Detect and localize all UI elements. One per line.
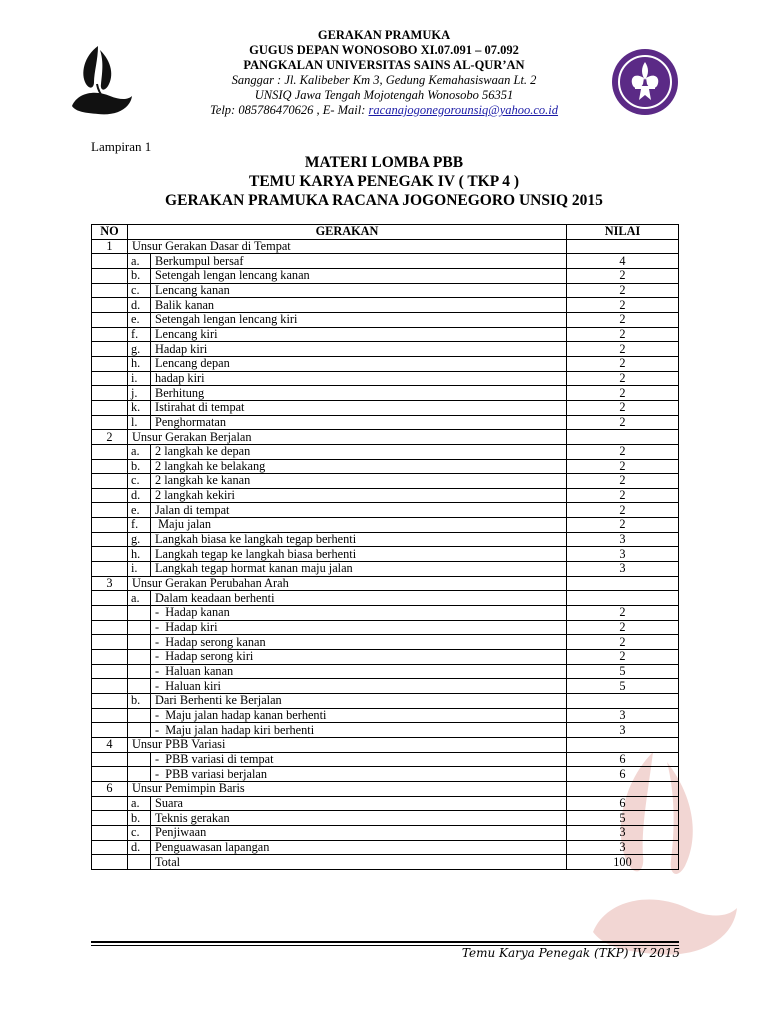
row-letter: i. xyxy=(128,371,151,386)
score-value: 2 xyxy=(567,312,679,327)
score-value: 2 xyxy=(567,268,679,283)
row-letter: c. xyxy=(128,283,151,298)
org-name: GERAKAN PRAMUKA xyxy=(317,28,451,42)
table-row xyxy=(92,488,679,503)
row-number xyxy=(92,474,128,489)
table-row xyxy=(92,767,679,782)
movement-name: Penjiwaan xyxy=(151,825,567,840)
table-header-row xyxy=(92,225,679,240)
row-number xyxy=(92,503,128,518)
table-row xyxy=(92,547,679,562)
score-value: 2 xyxy=(567,459,679,474)
table-body xyxy=(92,239,679,869)
movement-name: Berhitung xyxy=(151,386,567,401)
letterhead xyxy=(0,28,768,118)
row-number xyxy=(92,547,128,562)
section-row xyxy=(92,576,679,591)
row-letter: b. xyxy=(128,459,151,474)
movement-name: Setengah lengan lencang kiri xyxy=(151,312,567,327)
footer-rule xyxy=(91,941,679,943)
contact-prefix: Telp: 085786470626 , E- Mail: xyxy=(209,103,369,117)
score-value: 2 xyxy=(567,488,679,503)
title-line-3: GERAKAN PRAMUKA RACANA JOGONEGORO UNSIQ 2015 xyxy=(165,192,603,209)
table-row xyxy=(92,620,679,635)
address-line-1: Sanggar : Jl. Kalibeber Km 3, Gedung Kemahasiswaan Lt. 2 xyxy=(231,73,537,87)
movement-name: Dalam keadaan berhenti xyxy=(151,591,567,606)
table-row xyxy=(92,532,679,547)
movement-name: - PBB variasi di tempat xyxy=(151,752,567,767)
section-title: Unsur PBB Variasi xyxy=(128,737,567,752)
row-letter xyxy=(128,767,151,782)
row-number xyxy=(92,488,128,503)
score-value: 2 xyxy=(567,606,679,621)
movement-name: Balik kanan xyxy=(151,298,567,313)
score-value: 6 xyxy=(567,796,679,811)
row-number xyxy=(92,386,128,401)
movement-name: Teknis gerakan xyxy=(151,811,567,826)
row-letter: e. xyxy=(128,503,151,518)
unit-name: GUGUS DEPAN WONOSOBO XI.07.091 – 07.092 xyxy=(249,43,519,57)
movement-name: Langkah tegap hormat kanan maju jalan xyxy=(151,562,567,577)
movement-name: 2 langkah kekiri xyxy=(151,488,567,503)
row-letter: f. xyxy=(128,518,151,533)
row-number xyxy=(92,635,128,650)
movement-name: Lencang kanan xyxy=(151,283,567,298)
row-number: 4 xyxy=(92,737,128,752)
header-movement: GERAKAN xyxy=(128,225,567,240)
row-letter: g. xyxy=(128,532,151,547)
score-table xyxy=(91,224,679,870)
score-value xyxy=(567,430,679,445)
score-value: 6 xyxy=(567,767,679,782)
movement-name: - Hadap serong kiri xyxy=(151,650,567,665)
row-letter: f. xyxy=(128,327,151,342)
row-letter: g. xyxy=(128,342,151,357)
row-number xyxy=(92,327,128,342)
table-row xyxy=(92,474,679,489)
base-name: PANGKALAN UNIVERSITAS SAINS AL-QUR’AN xyxy=(243,58,525,72)
row-letter: a. xyxy=(128,591,151,606)
row-number xyxy=(92,562,128,577)
score-value: 2 xyxy=(567,474,679,489)
score-value: 2 xyxy=(567,620,679,635)
movement-name: Maju jalan xyxy=(151,518,567,533)
row-number xyxy=(92,767,128,782)
row-letter: c. xyxy=(128,825,151,840)
movement-name: - Haluan kiri xyxy=(151,679,567,694)
table-row xyxy=(92,503,679,518)
score-value: 3 xyxy=(567,840,679,855)
table-row xyxy=(92,254,679,269)
address-line-2: UNSIQ Jawa Tengah Mojotengah Wonosobo 56351 xyxy=(254,88,514,102)
row-number: 1 xyxy=(92,239,128,254)
row-number xyxy=(92,606,128,621)
score-value: 3 xyxy=(567,562,679,577)
row-number xyxy=(92,620,128,635)
table-row xyxy=(92,635,679,650)
score-value: 2 xyxy=(567,444,679,459)
table-row xyxy=(92,400,679,415)
section-title: Unsur Gerakan Berjalan xyxy=(128,430,567,445)
movement-name: - PBB variasi berjalan xyxy=(151,767,567,782)
movement-name: Istirahat di tempat xyxy=(151,400,567,415)
score-value: 2 xyxy=(567,298,679,313)
row-letter: a. xyxy=(128,444,151,459)
row-letter xyxy=(128,650,151,665)
section-row xyxy=(92,781,679,796)
row-letter: d. xyxy=(128,298,151,313)
row-number xyxy=(92,268,128,283)
movement-name: Jalan di tempat xyxy=(151,503,567,518)
score-value: 3 xyxy=(567,532,679,547)
row-letter xyxy=(128,606,151,621)
row-number xyxy=(92,855,128,870)
score-value: 2 xyxy=(567,400,679,415)
row-number xyxy=(92,356,128,371)
section-row xyxy=(92,239,679,254)
score-value: 2 xyxy=(567,386,679,401)
title-line-1: MATERI LOMBA PBB xyxy=(304,154,464,171)
email-link[interactable]: racanajogonegorounsiq@yahoo.co.id xyxy=(368,103,559,117)
score-value: 4 xyxy=(567,254,679,269)
score-value: 3 xyxy=(567,723,679,738)
score-value: 5 xyxy=(567,811,679,826)
row-number: 2 xyxy=(92,430,128,445)
row-letter: d. xyxy=(128,840,151,855)
score-value: 100 xyxy=(567,855,679,870)
score-value xyxy=(567,591,679,606)
table-row xyxy=(92,386,679,401)
score-value: 5 xyxy=(567,664,679,679)
row-number xyxy=(92,312,128,327)
table-row xyxy=(92,694,679,709)
section-row xyxy=(92,737,679,752)
row-letter xyxy=(128,620,151,635)
row-number xyxy=(92,532,128,547)
row-number xyxy=(92,796,128,811)
row-letter: b. xyxy=(128,268,151,283)
row-letter: e. xyxy=(128,312,151,327)
row-letter: d. xyxy=(128,488,151,503)
section-title: Unsur Gerakan Perubahan Arah xyxy=(128,576,567,591)
movement-name: Suara xyxy=(151,796,567,811)
movement-name: Hadap kiri xyxy=(151,342,567,357)
row-number xyxy=(92,298,128,313)
movement-name: 2 langkah ke depan xyxy=(151,444,567,459)
table-row xyxy=(92,752,679,767)
score-value: 3 xyxy=(567,708,679,723)
row-letter xyxy=(128,679,151,694)
row-letter: h. xyxy=(128,356,151,371)
table-row xyxy=(92,855,679,870)
attachment-label: Lampiran 1 xyxy=(91,139,152,154)
row-number xyxy=(92,400,128,415)
movement-name: - Hadap kiri xyxy=(151,620,567,635)
table-row xyxy=(92,591,679,606)
row-letter: i. xyxy=(128,562,151,577)
movement-name: 2 langkah ke belakang xyxy=(151,459,567,474)
row-number xyxy=(92,444,128,459)
movement-name: - Maju jalan hadap kiri berhenti xyxy=(151,723,567,738)
movement-name: Total xyxy=(151,855,567,870)
row-number: 3 xyxy=(92,576,128,591)
score-value: 2 xyxy=(567,650,679,665)
table-row xyxy=(92,459,679,474)
movement-name: 2 langkah ke kanan xyxy=(151,474,567,489)
score-value xyxy=(567,737,679,752)
row-letter: k. xyxy=(128,400,151,415)
table-row xyxy=(92,679,679,694)
score-value: 6 xyxy=(567,752,679,767)
movement-name: Langkah biasa ke langkah tegap berhenti xyxy=(151,532,567,547)
row-letter: j. xyxy=(128,386,151,401)
row-number xyxy=(92,518,128,533)
row-number xyxy=(92,811,128,826)
movement-name: - Haluan kanan xyxy=(151,664,567,679)
score-value: 2 xyxy=(567,283,679,298)
movement-name: Berkumpul bersaf xyxy=(151,254,567,269)
score-value xyxy=(567,694,679,709)
row-number xyxy=(92,752,128,767)
table-row xyxy=(92,356,679,371)
score-value: 2 xyxy=(567,415,679,430)
table-row xyxy=(92,444,679,459)
score-value: 2 xyxy=(567,356,679,371)
title-line-2: TEMU KARYA PENEGAK IV ( TKP 4 ) xyxy=(248,173,520,190)
table-row xyxy=(92,283,679,298)
score-value xyxy=(567,781,679,796)
score-value: 2 xyxy=(567,327,679,342)
score-value: 2 xyxy=(567,371,679,386)
contact-line xyxy=(0,103,768,118)
row-letter xyxy=(128,708,151,723)
row-letter: l. xyxy=(128,415,151,430)
section-row xyxy=(92,430,679,445)
row-number xyxy=(92,459,128,474)
table-row xyxy=(92,708,679,723)
row-letter: a. xyxy=(128,796,151,811)
row-letter xyxy=(128,752,151,767)
header-no: NO xyxy=(92,225,128,240)
table-row xyxy=(92,518,679,533)
score-value: 5 xyxy=(567,679,679,694)
row-number xyxy=(92,694,128,709)
score-value xyxy=(567,576,679,591)
movement-name: Penguawasan lapangan xyxy=(151,840,567,855)
row-letter xyxy=(128,664,151,679)
score-value: 3 xyxy=(567,547,679,562)
table-row xyxy=(92,415,679,430)
table-row xyxy=(92,840,679,855)
row-number xyxy=(92,254,128,269)
table-row xyxy=(92,606,679,621)
movement-name: Dari Berhenti ke Berjalan xyxy=(151,694,567,709)
movement-name: - Hadap serong kanan xyxy=(151,635,567,650)
score-value: 2 xyxy=(567,503,679,518)
table-row xyxy=(92,298,679,313)
movement-name: Lencang kiri xyxy=(151,327,567,342)
score-value: 2 xyxy=(567,635,679,650)
footer-text: Temu Karya Penegak (TKP) IV 2015 xyxy=(461,946,680,960)
table-row xyxy=(92,268,679,283)
row-number xyxy=(92,723,128,738)
table-row xyxy=(92,796,679,811)
score-value xyxy=(567,239,679,254)
movement-name: - Maju jalan hadap kanan berhenti xyxy=(151,708,567,723)
row-number xyxy=(92,591,128,606)
row-number xyxy=(92,840,128,855)
table-row xyxy=(92,811,679,826)
table-row xyxy=(92,342,679,357)
table-row xyxy=(92,825,679,840)
row-number xyxy=(92,342,128,357)
row-letter: a. xyxy=(128,254,151,269)
row-number xyxy=(92,371,128,386)
table-row xyxy=(92,327,679,342)
row-number xyxy=(92,825,128,840)
table-row xyxy=(92,562,679,577)
movement-name: Setengah lengan lencang kanan xyxy=(151,268,567,283)
row-number: 6 xyxy=(92,781,128,796)
row-number xyxy=(92,283,128,298)
row-number xyxy=(92,664,128,679)
header-score: NILAI xyxy=(567,225,679,240)
row-letter xyxy=(128,855,151,870)
row-letter: b. xyxy=(128,694,151,709)
table-row xyxy=(92,664,679,679)
row-number xyxy=(92,415,128,430)
section-title: Unsur Pemimpin Baris xyxy=(128,781,567,796)
score-value: 2 xyxy=(567,518,679,533)
movement-name: - Hadap kanan xyxy=(151,606,567,621)
movement-name: Penghormatan xyxy=(151,415,567,430)
row-letter: b. xyxy=(128,811,151,826)
table-row xyxy=(92,371,679,386)
row-letter: c. xyxy=(128,474,151,489)
row-letter xyxy=(128,635,151,650)
row-number xyxy=(92,679,128,694)
section-title: Unsur Gerakan Dasar di Tempat xyxy=(128,239,567,254)
row-letter: h. xyxy=(128,547,151,562)
score-value: 2 xyxy=(567,342,679,357)
table-row xyxy=(92,723,679,738)
score-value: 3 xyxy=(567,825,679,840)
document-titles xyxy=(0,153,768,210)
table-row xyxy=(92,312,679,327)
table-row xyxy=(92,650,679,665)
movement-name: Lencang depan xyxy=(151,356,567,371)
row-number xyxy=(92,708,128,723)
movement-name: hadap kiri xyxy=(151,371,567,386)
movement-name: Langkah tegap ke langkah biasa berhenti xyxy=(151,547,567,562)
row-letter xyxy=(128,723,151,738)
row-number xyxy=(92,650,128,665)
